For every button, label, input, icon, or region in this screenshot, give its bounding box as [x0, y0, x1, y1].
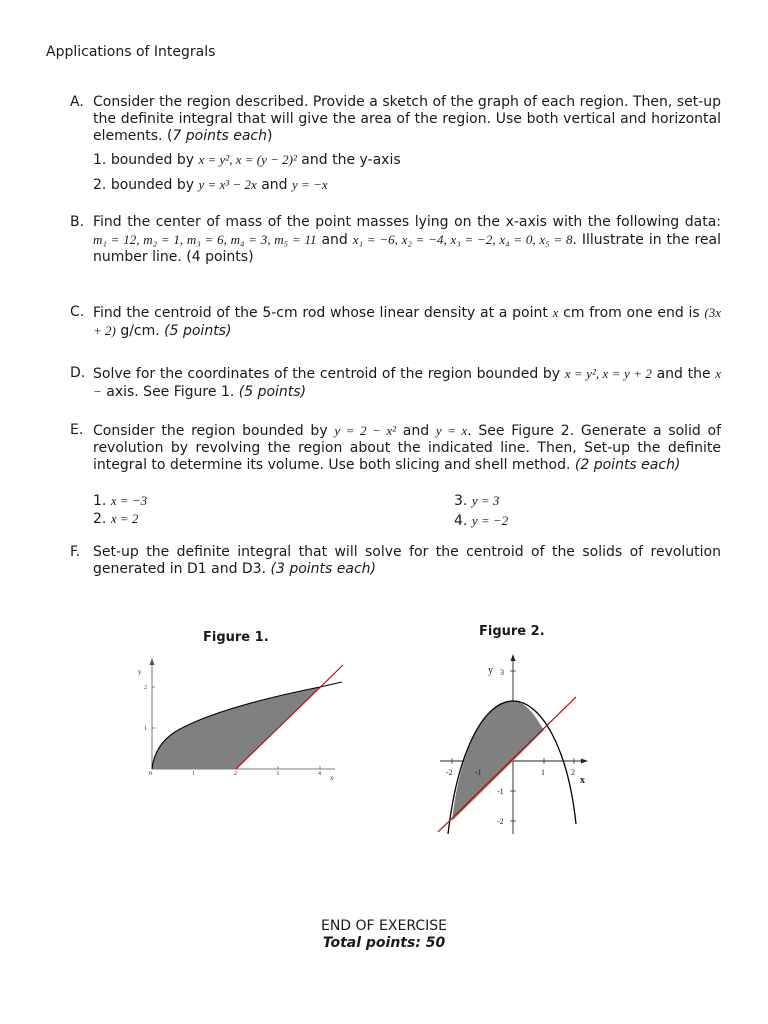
figure-2-xlabel: x [580, 775, 585, 786]
question-d [70, 365, 721, 401]
figure-2-ylabel: y [488, 665, 493, 676]
figure-1-ytick: 2 [144, 685, 147, 691]
end-of-exercise: END OF EXERCISE [320, 918, 448, 934]
figure-1-graph [130, 655, 350, 790]
figure-2-graph [430, 648, 595, 838]
question-e-item-3: 3. y = 3 [454, 493, 500, 509]
question-a-item-2: 2. bounded by y = x³ − 2x and y = −x [93, 177, 328, 193]
question-e-item-2: 2. x = 2 [93, 511, 139, 527]
figure-1-caption: Figure 1. [203, 630, 269, 645]
question-text: Set-up the definite integral that will solve for the centroid of the solids of revolution generated in D1 and D3. (3 points each) [93, 544, 721, 577]
question-b [70, 214, 721, 266]
page-title: Applications of Integrals [46, 44, 216, 60]
figure-2-xtick: -1 [475, 768, 482, 777]
question-e-item-1: 1. x = −3 [93, 493, 148, 509]
figure-2-ytop: 3 [500, 668, 504, 677]
question-label: D. [70, 365, 86, 381]
figure-1-xtick: 1 [192, 771, 195, 777]
question-a-item-1: 1. bounded by x = y², x = (y − 2)² and the y-axis [93, 152, 401, 168]
figure-1-ytick: 1 [144, 726, 147, 732]
question-text: Consider the region bounded by y = 2 − x² and y = x. See Figure 2. Generate a solid of revolution by revolving the region about the indicated line. Then, Set-up the definite integral to determine its volume. Use both slicing and shell method. (2 points each) [93, 423, 722, 473]
question-label: F. [70, 544, 81, 560]
figure-1-xtick: 0 [149, 771, 152, 777]
question-text: Find the center of mass of the point masses lying on the x-axis with the following data: m₁ = 12, m₂ = 1, m₃ = 6, m₄ = 3, m₅ = 11 and x₁ = −6, x₂ = −4, x₃ = −2, x₄ = 0, x₅ = 8. Illustrate in the real number line. (4 points) [93, 214, 722, 265]
question-label: A. [70, 94, 84, 110]
figure-2-ytick: -2 [497, 817, 504, 826]
figure-2-xtick: 1 [541, 768, 545, 777]
question-label: E. [70, 422, 84, 438]
question-label: C. [70, 304, 85, 320]
figure-1-xlabel: x [330, 774, 334, 782]
question-label: B. [70, 214, 85, 230]
question-text: Solve for the coordinates of the centroid of the region bounded by x = y², x = y + 2 and the x − axis. See Figure 1. (5 points) [93, 366, 721, 400]
question-e [70, 422, 721, 474]
question-text: Find the centroid of the 5-cm rod whose linear density at a point x cm from one end is (3x + 2) g/cm. (5 points) [93, 305, 721, 339]
figure-2-ytick: -1 [497, 787, 504, 796]
figure-1-shaded-region [152, 687, 320, 769]
figure-2-xtick: 2 [571, 768, 575, 777]
figure-1-xtick: 2 [234, 771, 237, 777]
total-points: Total points: 50 [322, 935, 446, 951]
question-f [70, 544, 721, 578]
figure-1-ylabel: y [138, 668, 142, 676]
figure-1-xtick: 4 [318, 771, 321, 777]
figure-1-xtick: 3 [276, 771, 279, 777]
question-c [70, 304, 721, 340]
question-a [70, 94, 721, 145]
question-e-item-4: 4. y = −2 [454, 513, 509, 529]
question-text: Consider the region described. Provide a sketch of the graph of each region. Then, set-up the definite integral that will give the area of the region. Use both vertical and horizontal elements. (7 points each) [93, 94, 721, 144]
figure-2-xtick: -2 [446, 768, 453, 777]
figure-2-caption: Figure 2. [479, 624, 545, 639]
